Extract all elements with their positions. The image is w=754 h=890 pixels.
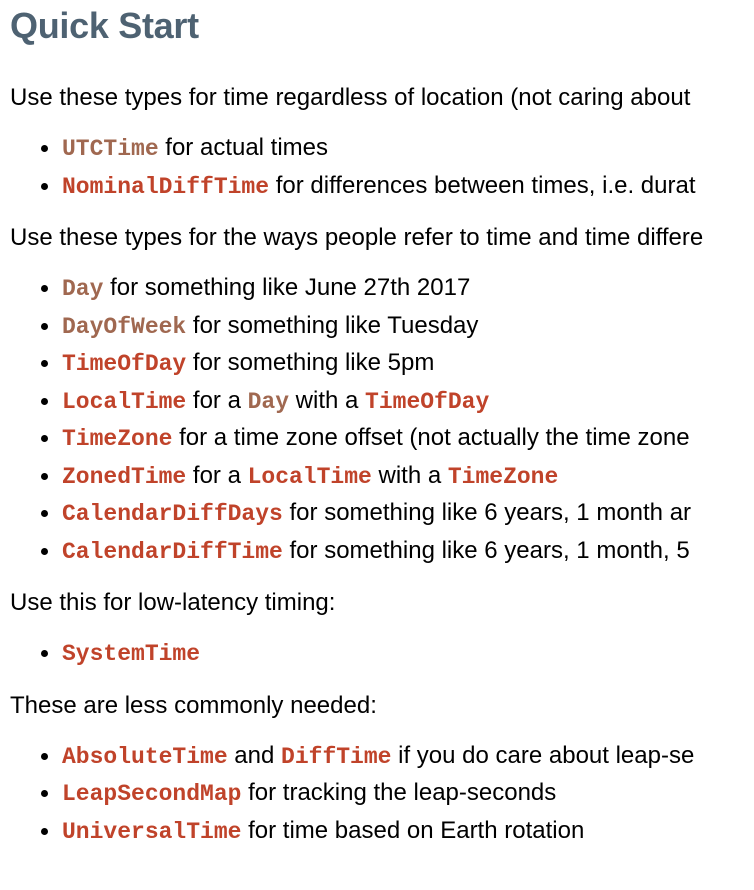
type-name-link[interactable]: DayOfWeek: [62, 313, 187, 340]
type-name-link[interactable]: LocalTime: [247, 463, 372, 490]
item-description: and: [227, 741, 282, 769]
type-name-link[interactable]: DiffTime: [281, 743, 392, 770]
list-item: [38, 345, 754, 383]
item-description: for a: [186, 386, 248, 414]
item-description: for tracking the leap-seconds: [241, 779, 557, 806]
item-description: if you do care about leap-se: [391, 741, 695, 769]
item-description: for something like June 27th 2017: [103, 274, 471, 301]
list-item: [38, 495, 754, 533]
item-description: for something like Tuesday: [186, 311, 479, 339]
list-item: [38, 420, 754, 458]
list-item: [38, 168, 754, 206]
item-description: with a: [371, 461, 448, 489]
item-description: for a time zone offset (not actually the time zone: [172, 424, 690, 451]
item-description: for time based on Earth rotation: [241, 816, 585, 844]
type-list: [10, 635, 754, 673]
type-list: [10, 270, 754, 570]
type-name-link[interactable]: TimeZone: [62, 426, 173, 452]
item-description: for something like 6 years, 1 month, 5: [282, 536, 690, 564]
section-intro: Use these types for the ways people refer to time and time differe: [10, 224, 704, 251]
section-intro: These are less commonly needed:: [10, 691, 377, 719]
document-content: [10, 46, 754, 850]
type-list: [10, 130, 754, 205]
item-description: for differences between times, i.e. durat: [269, 171, 696, 199]
type-name-link[interactable]: TimeOfDay: [62, 351, 187, 377]
type-name-link[interactable]: AbsoluteTime: [62, 743, 228, 770]
list-item: [38, 635, 754, 673]
item-description: for something like 5pm: [186, 349, 435, 376]
list-item: [38, 130, 754, 168]
list-item: [38, 738, 754, 776]
list-item: [38, 383, 754, 421]
list-item: [38, 533, 754, 571]
list-item: [38, 270, 754, 308]
item-description: for a: [186, 461, 248, 489]
document-page: [10, 0, 754, 850]
type-name-link[interactable]: TimeOfDay: [365, 388, 490, 415]
type-name-link[interactable]: Day: [247, 388, 290, 415]
item-description: with a: [289, 386, 366, 414]
type-name-link[interactable]: TimeZone: [447, 463, 559, 490]
type-name-link[interactable]: CalendarDiffDays: [62, 501, 283, 527]
type-name-link[interactable]: SystemTime: [62, 641, 201, 667]
page-title: Quick Start: [10, 5, 199, 46]
section-intro: Use these types for time regardless of location (not caring about: [10, 84, 691, 111]
list-item: [38, 308, 754, 346]
list-item: [38, 813, 754, 851]
section-intro: Use this for low-latency timing:: [10, 589, 336, 616]
type-list: [10, 738, 754, 851]
list-item: [38, 458, 754, 496]
type-name-link[interactable]: NominalDiffTime: [62, 173, 270, 200]
type-name-link[interactable]: Day: [62, 276, 104, 302]
type-name-link[interactable]: UTCTime: [62, 136, 159, 162]
item-description: for something like 6 years, 1 month ar: [282, 499, 692, 526]
item-description: for actual times: [158, 134, 329, 161]
list-item: [38, 775, 754, 813]
type-name-link[interactable]: LeapSecondMap: [62, 781, 242, 807]
type-name-link[interactable]: LocalTime: [62, 388, 187, 415]
type-name-link[interactable]: ZonedTime: [62, 463, 187, 490]
type-name-link[interactable]: UniversalTime: [62, 818, 242, 845]
type-name-link[interactable]: CalendarDiffTime: [62, 538, 283, 565]
